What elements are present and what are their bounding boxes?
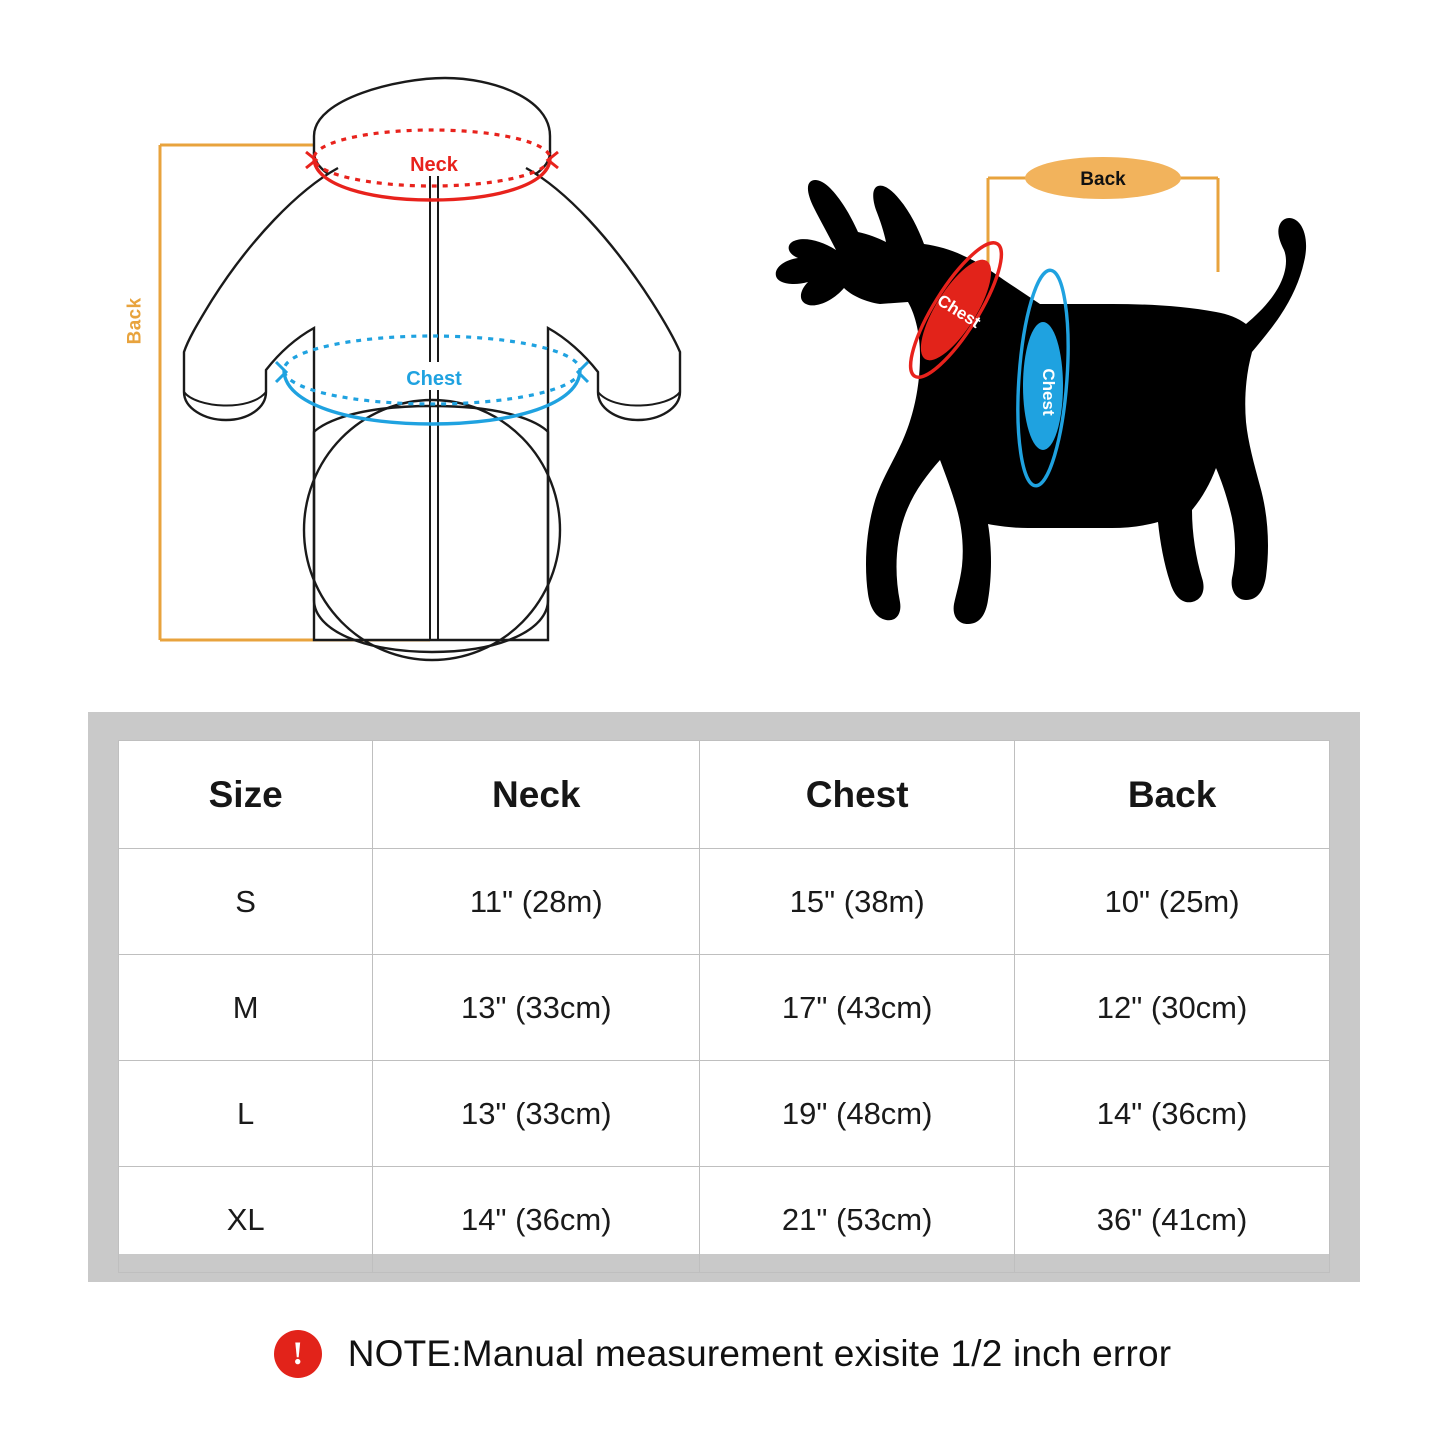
dog-chest-badge <box>1023 322 1063 450</box>
svg-text:Chest: Chest <box>1039 368 1058 416</box>
column-header-neck: Neck <box>373 741 700 849</box>
cell-neck: 11" (28m) <box>373 849 700 955</box>
table-row <box>119 1061 1330 1167</box>
table-header-row <box>119 741 1330 849</box>
cell-back: 12" (30cm) <box>1015 955 1330 1061</box>
dog-back-badge <box>1025 157 1181 199</box>
svg-text:Back: Back <box>1080 169 1126 190</box>
cell-back: 36" (41cm) <box>1015 1167 1330 1273</box>
cell-size: M <box>119 955 373 1061</box>
cell-neck: 13" (33cm) <box>373 955 700 1061</box>
dog-diagram <box>740 90 1350 650</box>
note-text: NOTE:Manual measurement exisite 1/2 inch error <box>347 1333 1172 1374</box>
column-header-chest: Chest <box>700 741 1015 849</box>
cell-neck: 13" (33cm) <box>373 1061 700 1167</box>
garment-chest-label: Chest <box>406 368 462 390</box>
exclamation-icon: ! <box>274 1330 322 1378</box>
note-row <box>0 1330 1445 1378</box>
column-header-size: Size <box>119 741 373 849</box>
table-row <box>119 849 1330 955</box>
size-table-inner <box>118 740 1330 1254</box>
size-table-frame <box>88 712 1360 1282</box>
cell-size: XL <box>119 1167 373 1273</box>
cell-back: 10" (25m) <box>1015 849 1330 955</box>
svg-text:Chest: Chest <box>933 290 984 332</box>
table-row <box>119 955 1330 1061</box>
garment-neck-label: Neck <box>410 154 458 176</box>
cell-neck: 14" (36cm) <box>373 1167 700 1273</box>
cell-size: S <box>119 849 373 955</box>
cell-chest: 21" (53cm) <box>700 1167 1015 1273</box>
column-header-back: Back <box>1015 741 1330 849</box>
size-table <box>118 740 1330 1273</box>
cell-chest: 17" (43cm) <box>700 955 1015 1061</box>
garment-back-label: Back <box>124 297 146 345</box>
diagram-area <box>0 0 1445 700</box>
cell-chest: 15" (38m) <box>700 849 1015 955</box>
cell-back: 14" (36cm) <box>1015 1061 1330 1167</box>
garment-diagram <box>100 40 740 680</box>
table-row <box>119 1167 1330 1273</box>
cell-size: L <box>119 1061 373 1167</box>
cell-chest: 19" (48cm) <box>700 1061 1015 1167</box>
